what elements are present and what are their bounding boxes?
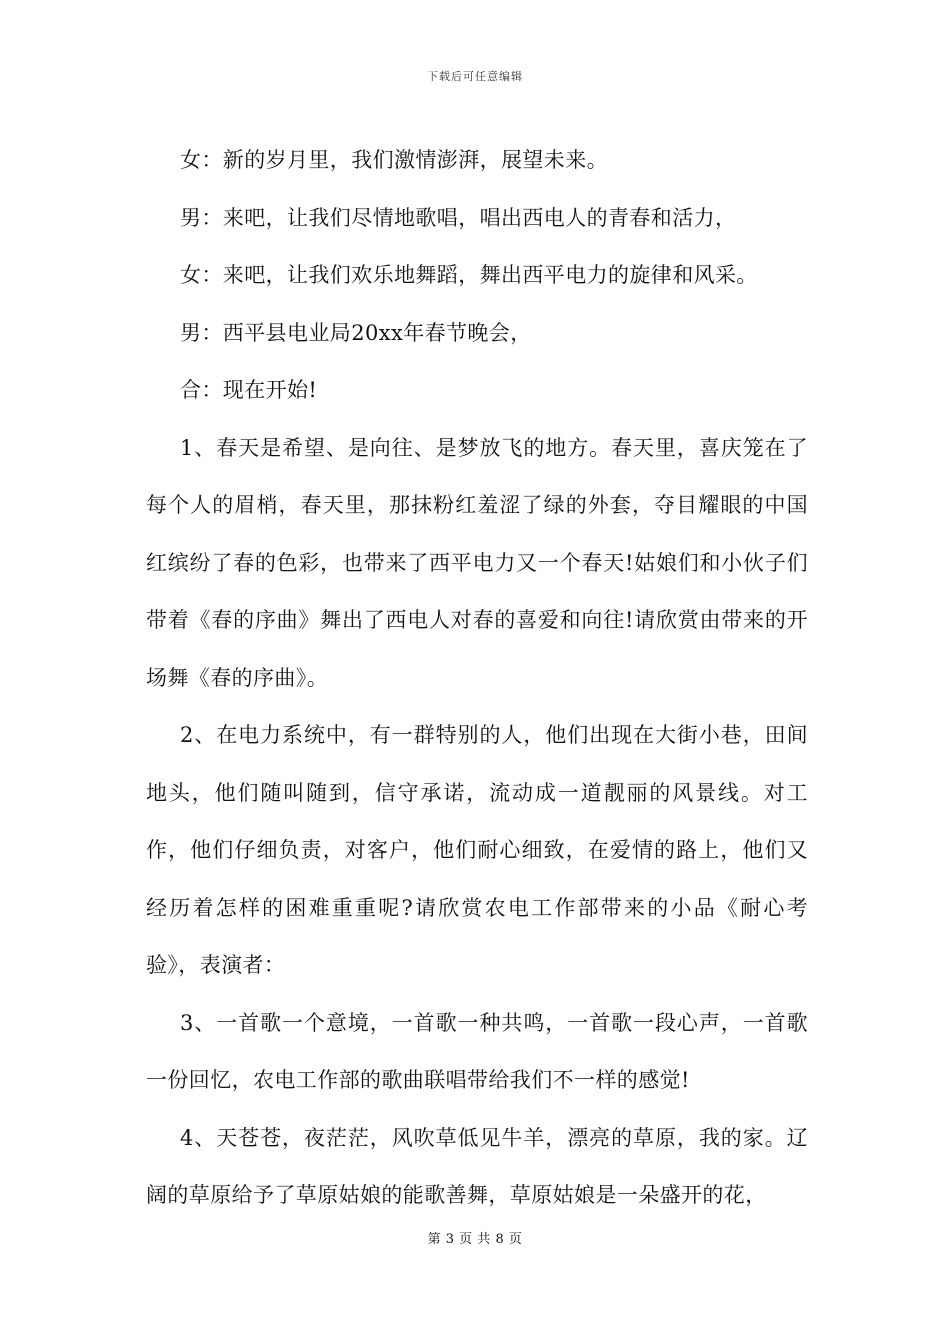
page-footer: 第 3 页 共 8 页 — [427, 1232, 523, 1247]
paragraph: 4、天苍苍，夜茫茫，风吹草低见牛羊，漂亮的草原，我的家。辽阔的草原给予了草原姑娘的能歌善舞，草原姑娘是一朵盛开的花， — [146, 1125, 808, 1207]
paragraph: 2、在电力系统中，有一群特别的人，他们出现在大街小巷，田间地头，他们随叫随到，信守承诺，流动成一道靓丽的风景线。对工作，他们仔细负责，对客户，他们耐心细致，在爱情的路上，他们又经历着怎样的困难重重呢?请欣赏农电工作部带来的小品《耐心考验》，表演者： — [146, 723, 808, 977]
document-body — [146, 132, 808, 1225]
paragraph: 1、春天是希望、是向往、是梦放飞的地方。春天里，喜庆笼在了每个人的眉梢，春天里，那抹粉红羞涩了绿的外套，夺目耀眼的中国红缤纷了春的色彩，也带来了西平电力又一个春天!姑娘们和小伙子们带着《春的序曲》舞出了西电人对春的喜爱和向往!请欣赏由带来的开场舞《春的序曲》。 — [146, 435, 808, 690]
paragraph: 合：现在开始! — [180, 378, 318, 402]
paragraph: 3、一首歌一个意境，一首歌一种共鸣，一首歌一段心声，一首歌一份回忆，农电工作部的歌曲联唱带给我们不一样的感觉! — [146, 1010, 808, 1092]
paragraph: 男：来吧，让我们尽情地歌唱，唱出西电人的青春和活力， — [180, 205, 737, 230]
page-header: 下载后可任意编辑 — [427, 70, 523, 83]
paragraph: 女：来吧，让我们欢乐地舞蹈，舞出西平电力的旋律和风采。 — [180, 263, 758, 287]
paragraph: 男：西平县电业局20xx年春节晚会， — [180, 320, 532, 345]
paragraph: 女：新的岁月里，我们激情澎湃，展望未来。 — [180, 148, 608, 172]
